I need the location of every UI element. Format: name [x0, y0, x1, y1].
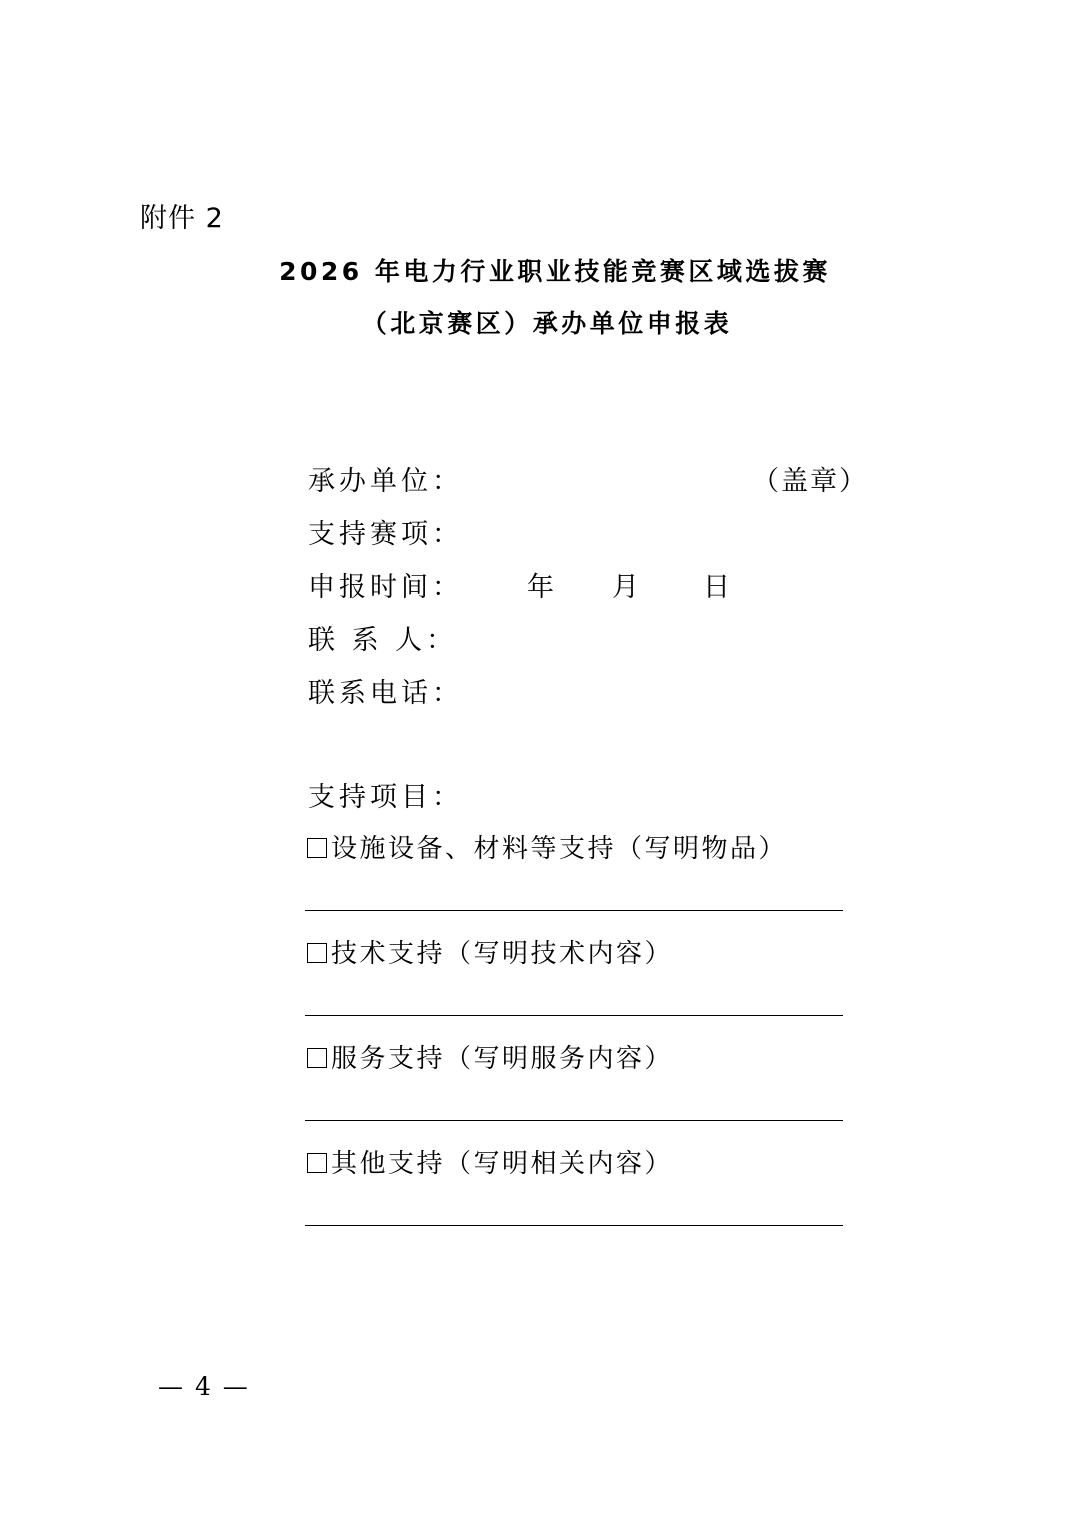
write-in-line[interactable]: [305, 1120, 843, 1121]
date-month-label: 月: [612, 572, 639, 603]
support-option-other[interactable]: [307, 1143, 673, 1180]
support-option-equipment[interactable]: [307, 828, 787, 865]
event-label: 支持赛项：: [308, 519, 463, 550]
document-title-line-1: 2026 年电力行业职业技能竞赛区域选拔赛: [279, 257, 831, 286]
date-year-label: 年: [527, 572, 554, 603]
page-number: — 4 —: [158, 1372, 250, 1401]
support-option-label: 设施设备、材料等支持（写明物品）: [331, 834, 788, 864]
write-in-line[interactable]: [305, 1015, 843, 1016]
support-option-label: 其他支持（写明相关内容）: [331, 1149, 674, 1179]
document-title-line-2: （北京赛区）承办单位申报表: [361, 309, 733, 338]
support-option-label: 服务支持（写明服务内容）: [331, 1044, 674, 1074]
date-day-label: 日: [703, 572, 730, 603]
write-in-line[interactable]: [305, 1225, 843, 1226]
support-option-service[interactable]: [307, 1038, 673, 1075]
write-in-line[interactable]: [305, 910, 843, 911]
seal-label: （盖章）: [752, 466, 868, 497]
support-option-label: 技术支持（写明技术内容）: [331, 939, 674, 969]
support-option-technical[interactable]: [307, 933, 673, 970]
checkbox-icon[interactable]: [307, 838, 327, 858]
support-items-heading: 支持项目：: [308, 782, 463, 813]
attachment-label: 附件 2: [140, 203, 224, 234]
checkbox-icon[interactable]: [307, 943, 327, 963]
host-unit-label: 承办单位：: [308, 466, 463, 497]
checkbox-icon[interactable]: [307, 1048, 327, 1068]
checkbox-icon[interactable]: [307, 1153, 327, 1173]
contact-phone-label: 联系电话：: [308, 678, 463, 709]
date-label: 申报时间：: [308, 572, 463, 603]
contact-person-label: 联 系 人：: [308, 625, 458, 656]
